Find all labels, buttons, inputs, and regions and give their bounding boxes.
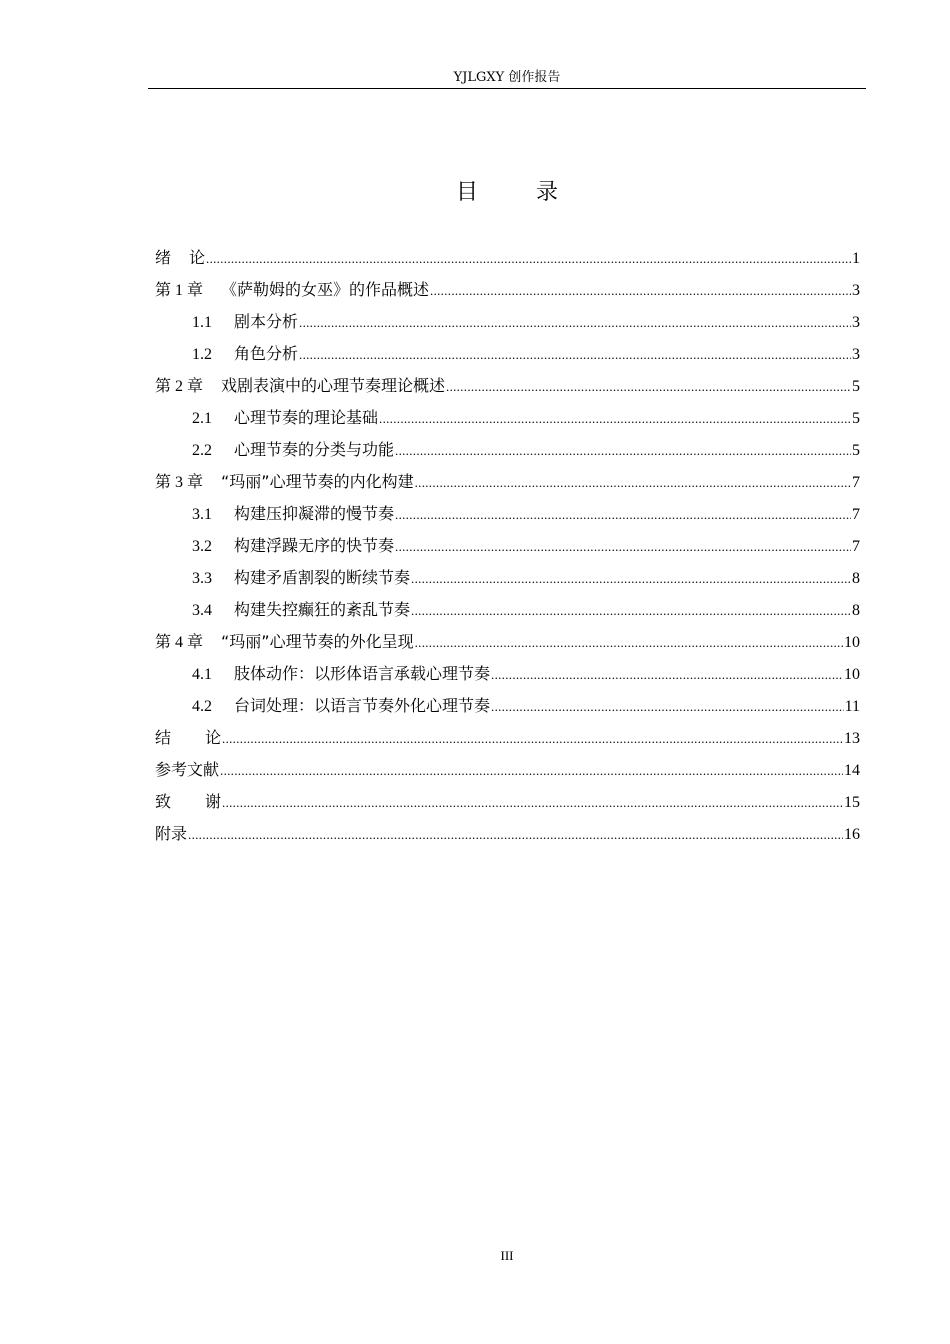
toc-entry-number: 2.2 xyxy=(192,442,212,459)
footer-page-number: III xyxy=(500,1248,514,1263)
toc-entry-text: 剧本分析 xyxy=(234,312,299,331)
toc-page-number: 8 xyxy=(852,570,860,587)
running-header: YJLGXY 创作报告 xyxy=(453,70,561,85)
toc-page-number: 3 xyxy=(852,314,860,331)
toc-entry-text: 构建压抑凝滞的慢节奏 xyxy=(234,504,395,523)
toc-entry[interactable] xyxy=(155,499,860,531)
toc-entry-text: 致 xyxy=(155,792,172,811)
toc-dot-leader xyxy=(222,724,843,754)
toc-entry-label xyxy=(155,627,414,658)
toc-entry[interactable] xyxy=(155,371,860,403)
toc-entry-number: 第 3 章 xyxy=(155,474,204,491)
toc-entry-label xyxy=(155,723,221,753)
toc-page-number: 5 xyxy=(852,442,860,459)
toc-entry-label xyxy=(192,339,298,370)
toc-dot-leader xyxy=(188,820,843,850)
toc-entry-text: 戏剧表演中的心理节奏理论概述 xyxy=(221,376,446,395)
toc-entry[interactable] xyxy=(155,819,860,851)
toc-dot-leader xyxy=(299,308,851,338)
toc-entry[interactable] xyxy=(155,627,860,659)
toc-entry-label xyxy=(192,659,490,690)
toc-entry-text: 肢体动作：以形体语言承载心理节奏 xyxy=(234,664,491,683)
toc-title xyxy=(148,178,866,208)
toc-entry-text: 角色分析 xyxy=(234,344,299,363)
toc-dot-leader xyxy=(446,372,851,402)
toc-entry-label xyxy=(192,563,410,594)
toc-entry-number: 3.1 xyxy=(192,506,212,523)
toc-title-char-2: 录 xyxy=(536,180,559,205)
toc-entry[interactable] xyxy=(155,307,860,339)
toc-page-number: 7 xyxy=(852,474,860,491)
toc-entry-text: 论 xyxy=(189,248,206,267)
toc-entry-text: 《萨勒姆的女巫》的作品概述 xyxy=(221,280,430,299)
toc-entry-label xyxy=(192,531,394,562)
toc-entry-label xyxy=(155,275,429,306)
toc-entry-text: 论 xyxy=(205,728,222,747)
toc-dot-leader xyxy=(395,532,851,562)
toc-entry-label xyxy=(192,595,410,626)
toc-page-number: 3 xyxy=(852,346,860,363)
toc-page-number: 5 xyxy=(852,378,860,395)
toc-entry[interactable] xyxy=(155,563,860,595)
toc-entry-number: 第 2 章 xyxy=(155,378,204,395)
toc-entry-text: 参考文献 xyxy=(155,760,220,779)
toc-entry-number: 3.2 xyxy=(192,538,212,555)
toc-entry-label xyxy=(192,691,490,722)
toc-entry-number: 2.1 xyxy=(192,410,212,427)
toc-entry[interactable] xyxy=(155,467,860,499)
toc-entry-text: “玛丽”心理节奏的外化呈现 xyxy=(221,632,414,651)
toc-entry-number: 4.2 xyxy=(192,698,212,715)
toc-dot-leader xyxy=(379,404,851,434)
toc-entry[interactable] xyxy=(155,435,860,467)
toc-entry-label xyxy=(155,371,445,402)
toc-entry[interactable] xyxy=(155,755,860,787)
toc-page-number: 15 xyxy=(844,794,860,811)
toc-page-number: 3 xyxy=(852,282,860,299)
toc-dot-leader xyxy=(206,244,851,274)
toc-dot-leader xyxy=(411,564,851,594)
toc-dot-leader xyxy=(491,660,843,690)
toc-page-number: 1 xyxy=(852,250,860,267)
toc-entry-text: 心理节奏的分类与功能 xyxy=(234,440,395,459)
toc-entry[interactable] xyxy=(155,275,860,307)
toc-entry[interactable] xyxy=(155,403,860,435)
toc-entry-text: 结 xyxy=(155,728,172,747)
toc-entry[interactable] xyxy=(155,691,860,723)
toc-entry-label xyxy=(155,467,414,498)
toc-page-number: 14 xyxy=(844,762,860,779)
toc-entry-label xyxy=(192,307,298,338)
toc-entry-number: 3.3 xyxy=(192,570,212,587)
toc-entry-label xyxy=(155,243,205,273)
toc-page-number: 7 xyxy=(852,506,860,523)
toc-dot-leader xyxy=(395,436,851,466)
toc-dot-leader xyxy=(430,276,851,306)
toc-entry-text: 绪 xyxy=(155,248,172,267)
toc-entry-text: 附录 xyxy=(155,824,188,843)
toc-dot-leader xyxy=(220,756,843,786)
toc-entry-label xyxy=(155,787,221,817)
toc-page-number: 5 xyxy=(852,410,860,427)
toc-entry-text: 心理节奏的理论基础 xyxy=(234,408,379,427)
toc-entry-text: 构建失控癫狂的紊乱节奏 xyxy=(234,600,411,619)
header-rule xyxy=(148,88,866,89)
toc-page-number: 16 xyxy=(844,826,860,843)
table-of-contents xyxy=(155,243,860,851)
toc-entry-label xyxy=(192,499,394,530)
toc-entry-number: 第 1 章 xyxy=(155,282,204,299)
toc-entry[interactable] xyxy=(155,531,860,563)
toc-entry[interactable] xyxy=(155,659,860,691)
toc-dot-leader xyxy=(395,500,851,530)
toc-entry-label xyxy=(192,435,394,466)
toc-entry-text: 构建浮躁无序的快节奏 xyxy=(234,536,395,555)
toc-entry-number: 3.4 xyxy=(192,602,212,619)
toc-entry[interactable] xyxy=(155,243,860,275)
toc-title-char-1: 目 xyxy=(455,180,478,205)
toc-dot-leader xyxy=(415,468,851,498)
toc-entry-number: 第 4 章 xyxy=(155,634,204,651)
toc-dot-leader xyxy=(299,340,851,370)
toc-entry-text: 谢 xyxy=(205,792,222,811)
toc-entry-text: “玛丽”心理节奏的内化构建 xyxy=(221,472,414,491)
toc-entry-number: 1.2 xyxy=(192,346,212,363)
toc-entry-label xyxy=(155,755,219,785)
toc-page-number: 10 xyxy=(844,666,860,683)
toc-entry[interactable] xyxy=(155,339,860,371)
toc-dot-leader xyxy=(491,692,844,722)
toc-dot-leader xyxy=(411,596,851,626)
toc-entry-text: 构建矛盾割裂的断续节奏 xyxy=(234,568,411,587)
toc-entry[interactable] xyxy=(155,595,860,627)
toc-dot-leader xyxy=(415,628,843,658)
toc-entry-label xyxy=(155,819,187,849)
toc-entry-label xyxy=(192,403,378,434)
toc-entry[interactable] xyxy=(155,787,860,819)
toc-page-number: 11 xyxy=(844,698,860,715)
toc-entry-number: 4.1 xyxy=(192,666,212,683)
toc-dot-leader xyxy=(222,788,843,818)
toc-page-number: 13 xyxy=(844,730,860,747)
toc-page-number: 10 xyxy=(844,634,860,651)
toc-entry-number: 1.1 xyxy=(192,314,212,331)
toc-page-number: 7 xyxy=(852,538,860,555)
toc-page-number: 8 xyxy=(852,602,860,619)
toc-entry-text: 台词处理：以语言节奏外化心理节奏 xyxy=(234,696,491,715)
toc-entry[interactable] xyxy=(155,723,860,755)
